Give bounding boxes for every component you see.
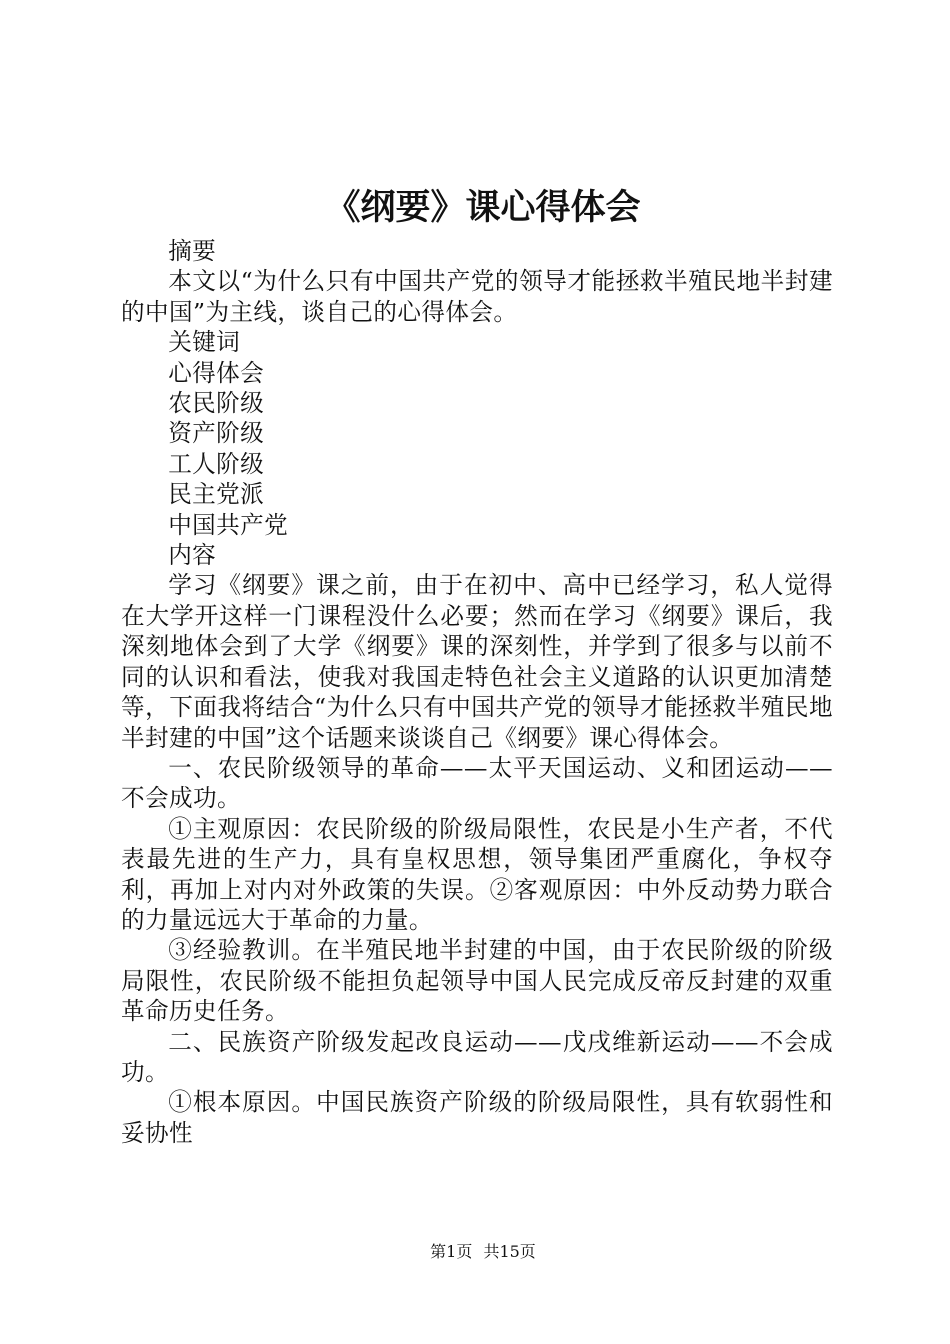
paragraph-abstract: 本文以“为什么只有中国共产党的领导才能拯救半殖民地半封建的中国”为主线，谈自己的心得体会。 [121,267,833,326]
paragraph-lessons: ③经验教训。在半殖民地半封建的中国，由于农民阶级的阶级局限性，农民阶级不能担负起领导中国人民完成反帝反封建的双重革命历史任务。 [121,936,833,1026]
paragraph-intro: 学习《纲要》课之前，由于在初中、高中已经学习，私人觉得在大学开这样一门课程没什么必要；然而在学习《纲要》课后，我深刻地体会到了大学《纲要》课的深刻性，并学到了很多与以前不同的认识和看法，使我对我国走特色社会主义道路的认识更加清楚等，下面我将结合“为什么只有中国共产党的领导才能拯救半殖民地半封建的中国”这个话题来谈谈自己《纲要》课心得体会。 [121,571,833,752]
section-heading-bourgeois: 二、民族资产阶级发起改良运动——戊戌维新运动——不会成功。 [121,1027,833,1086]
paragraph-abstract-heading: 摘要 [168,237,217,265]
paragraph-keywords-heading: 关键词 [168,328,241,357]
paragraph-content-heading: 内容 [168,541,217,570]
document-body [121,236,833,1148]
paragraph-root-cause: ①根本原因。中国民族资产阶级的阶级局限性，具有软弱性和妥协性 [121,1088,833,1147]
keyword-item: 中国共产党 [168,510,289,539]
section-heading-peasant: 一、农民阶级领导的革命——太平天国运动、义和团运动——不会成功。 [121,753,833,813]
keyword-item: 心得体会 [168,358,265,387]
keyword-item: 工人阶级 [168,449,265,478]
keyword-item: 民主党派 [168,480,265,509]
keyword-item: 资产阶级 [168,419,265,448]
keyword-item: 农民阶级 [168,389,265,418]
paragraph-reasons: ①主观原因：农民阶级的阶级局限性，农民是小生产者，不代表最先进的生产力，具有皇权思想，领导集团严重腐化，争权夺利，再加上对内对外政策的失误。②客观原因：中外反动势力联合的力量远远大于革命的力量。 [121,814,833,934]
page-number-footer: 第1页 共15页 [430,1242,536,1261]
document-title: 《纲要》课心得体会 [325,188,641,228]
